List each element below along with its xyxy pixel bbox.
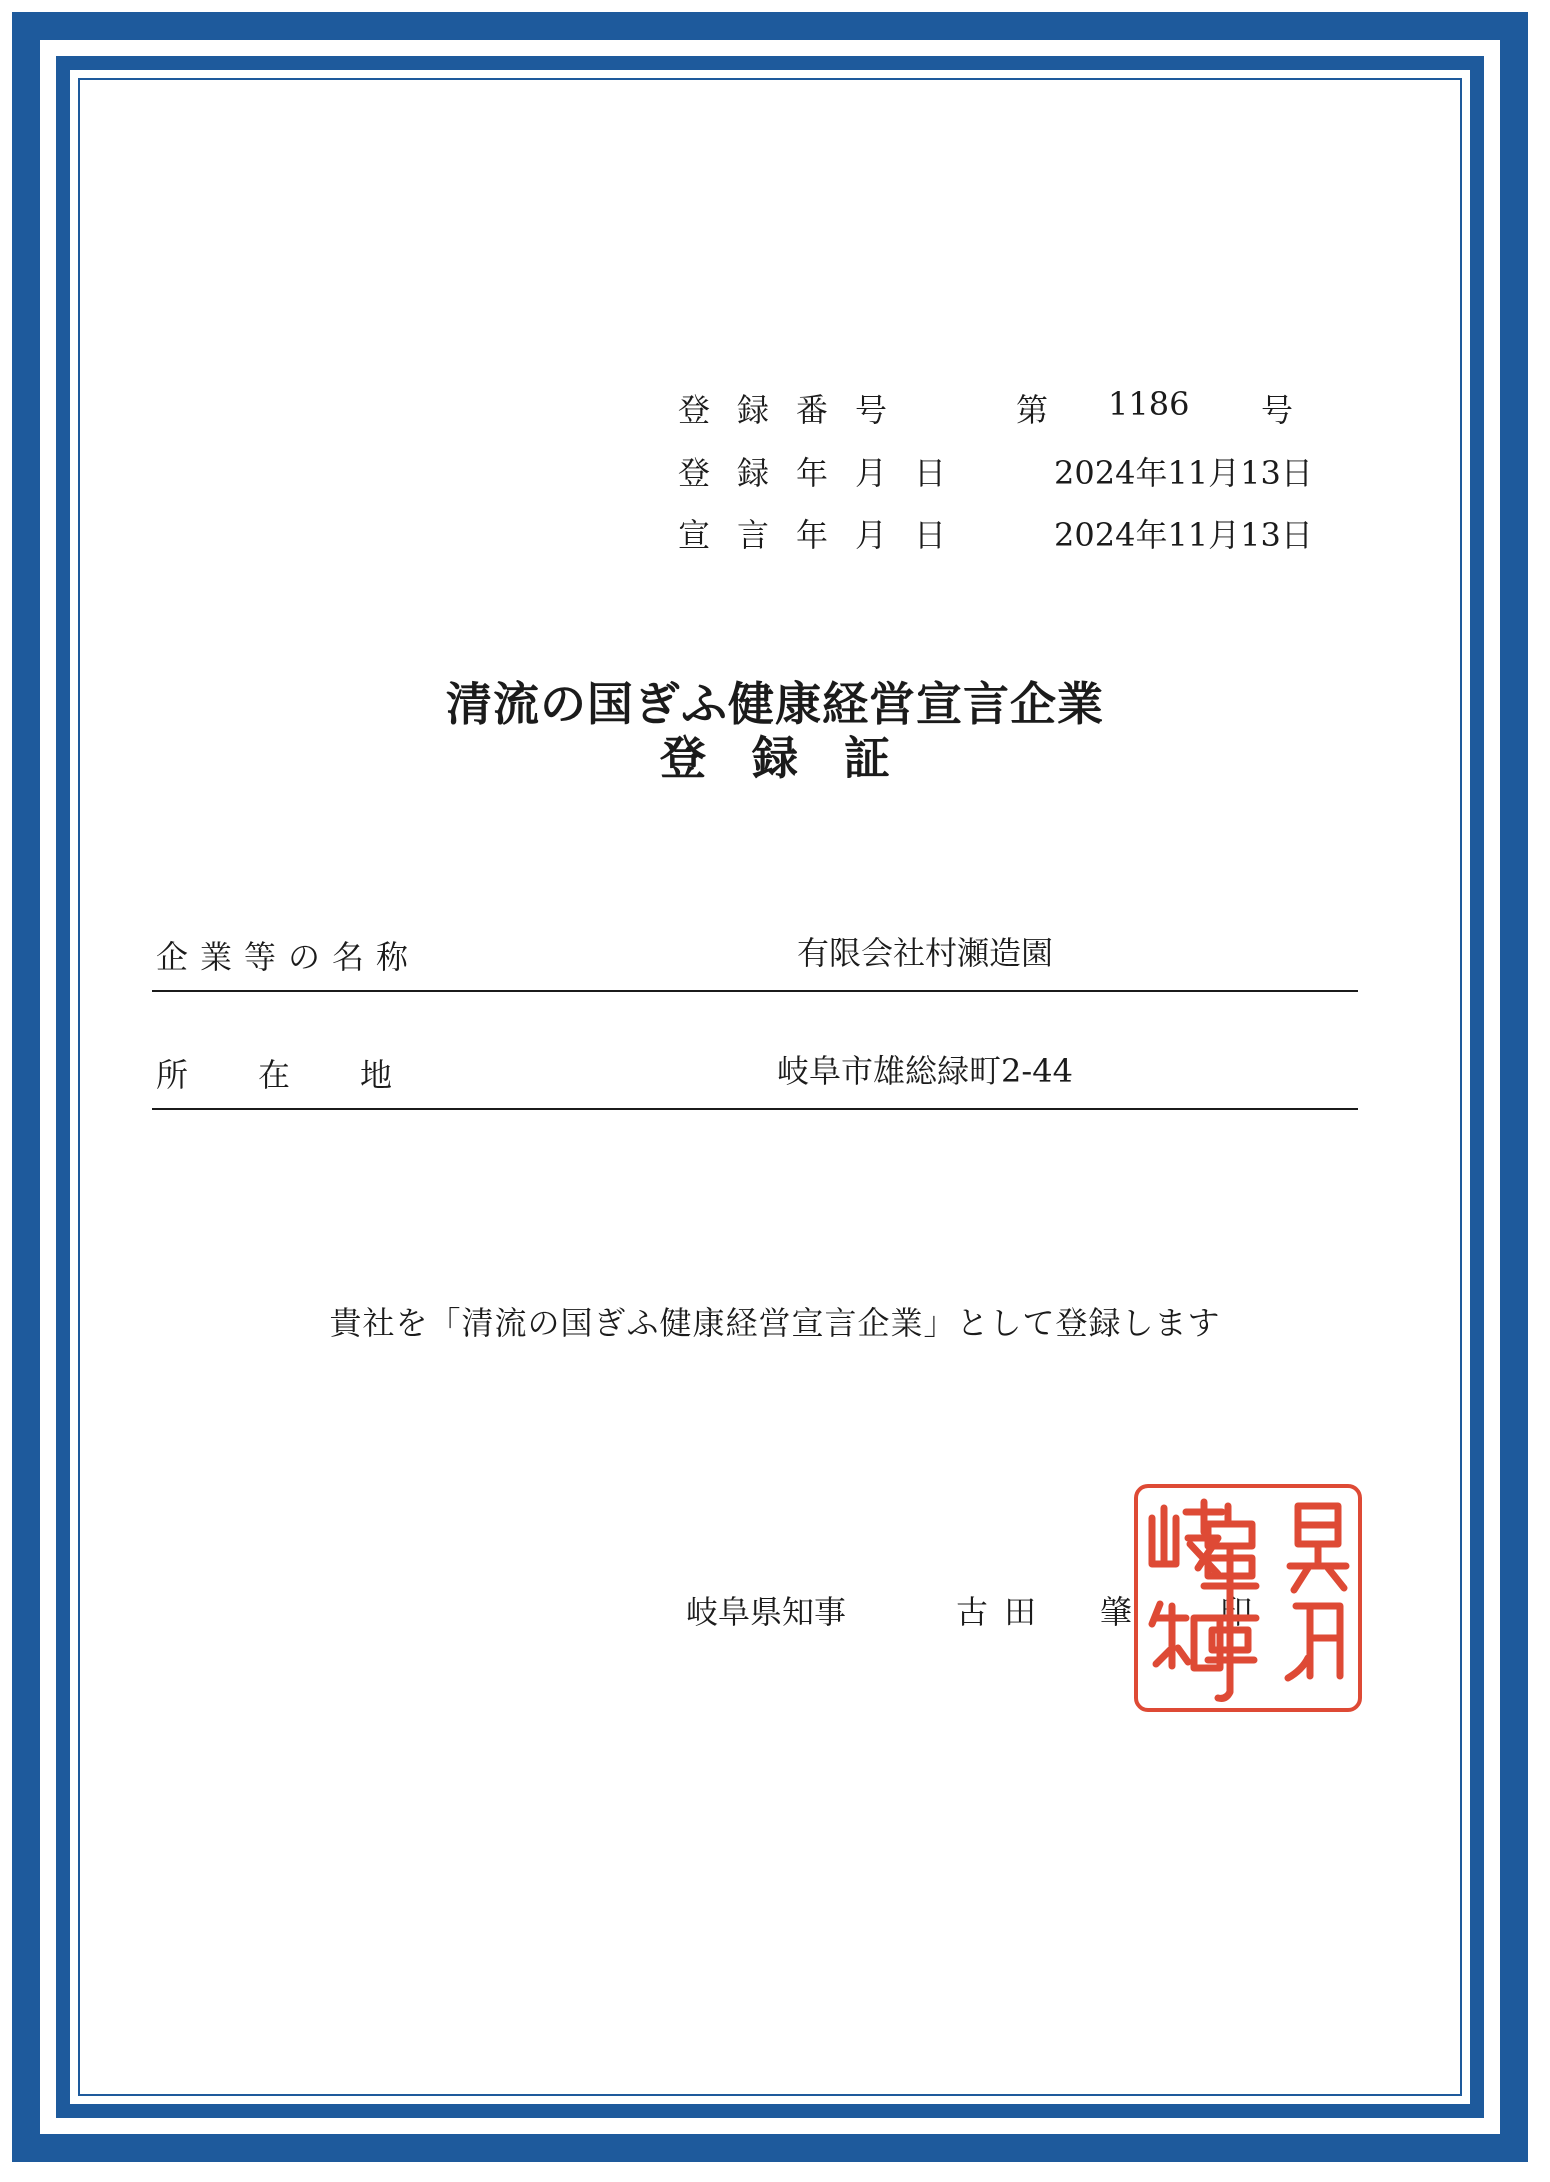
certificate-subtitle: 登録証 bbox=[660, 731, 936, 785]
registration-message: 貴社を「清流の国ぎふ健康経営宣言企業」として登録します bbox=[329, 1304, 1221, 1342]
company-name-label: 企業等の名称 bbox=[156, 938, 421, 976]
declaration-date: 2024年11月13日 bbox=[1054, 516, 1313, 554]
official-seal bbox=[1134, 1484, 1362, 1712]
company-divider bbox=[152, 990, 1358, 992]
registration-number-suffix: 号 bbox=[1261, 391, 1294, 429]
certificate-title: 清流の国ぎふ健康経営宣言企業 bbox=[446, 677, 1104, 731]
seal-icon bbox=[1138, 1488, 1358, 1708]
address-value: 岐阜市雄総緑町2-44 bbox=[777, 1052, 1073, 1090]
address-label: 所在地 bbox=[156, 1056, 463, 1094]
registration-date: 2024年11月13日 bbox=[1054, 454, 1313, 492]
governor-title: 岐阜県知事 bbox=[686, 1593, 847, 1631]
company-name-value: 有限会社村瀬造園 bbox=[796, 934, 1053, 972]
registration-number: 1186 bbox=[1108, 385, 1190, 423]
registration-number-prefix: 第 bbox=[1016, 391, 1049, 429]
registration-number-label: 登録番号 bbox=[678, 391, 915, 429]
declaration-date-label: 宣言年月日 bbox=[678, 516, 974, 554]
registration-date-label: 登録年月日 bbox=[678, 454, 974, 492]
address-divider bbox=[152, 1108, 1358, 1110]
seal-mark: 印 bbox=[1220, 1593, 1253, 1631]
governor-name: 古田 肇 bbox=[956, 1593, 1149, 1631]
